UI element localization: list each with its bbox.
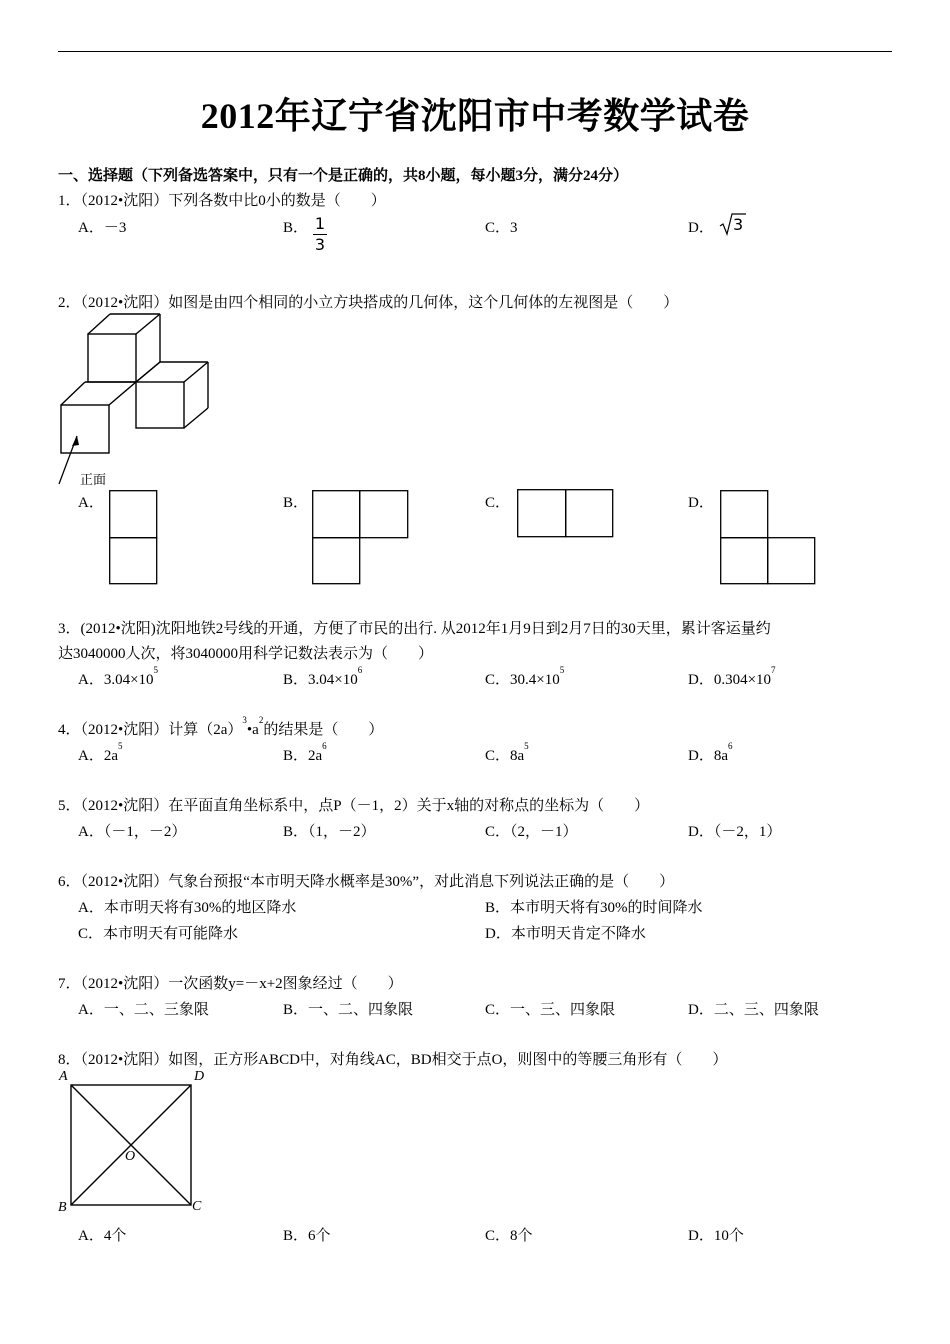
exponent: 5: [153, 665, 159, 675]
option-text: B．3.04×10: [283, 672, 358, 688]
question-4-option-d[interactable]: [688, 741, 733, 765]
question-6-option-c[interactable]: C．本市明天有可能降水: [78, 926, 239, 942]
stem-part: 的结果是（ ）: [263, 722, 384, 738]
option-b-view: [312, 490, 410, 586]
question-4-stem: [58, 715, 384, 739]
page-title: 2012年辽宁省沈阳市中考数学试卷: [200, 96, 750, 136]
vertex-label-b: B: [58, 1200, 67, 1215]
question-6-option-a[interactable]: A．本市明天将有30%的地区降水: [78, 900, 297, 916]
question-3-option-c[interactable]: [485, 665, 565, 689]
exponent: 6: [322, 741, 327, 751]
stem-part: 4．（2012•沈阳）计算（2a）: [58, 722, 243, 738]
question-7-option-d[interactable]: D．二、三、四象限: [688, 1002, 819, 1018]
center-label-o: O: [125, 1149, 136, 1164]
question-8-option-a[interactable]: A．4个: [78, 1228, 127, 1244]
question-4-option-b[interactable]: [283, 741, 327, 765]
question-2-stem: 2．（2012•沈阳）如图是由四个相同的小立方块搭成的几何体，这个几何体的左视图是（ ）: [58, 295, 679, 311]
option-text: D．8a: [688, 748, 728, 764]
fraction-denominator: 3: [314, 235, 326, 254]
vertex-label-c: C: [192, 1199, 202, 1214]
section-heading: 一、选择题（下列备选答案中，只有一个是正确的，共8小题，每小题3分，满分24分）: [58, 168, 629, 184]
exponent: 5: [524, 741, 529, 751]
question-3-option-d[interactable]: [688, 665, 776, 689]
exponent: 6: [728, 741, 733, 751]
option-text: C．8a: [485, 748, 525, 764]
question-6-stem: 6．（2012•沈阳）气象台预报“本市明天降水概率是30%”，对此消息下列说法正确的是（ ）: [58, 874, 675, 890]
question-5-option-b[interactable]: B．（1，－2）: [283, 824, 376, 840]
question-8-option-c[interactable]: C．8个: [485, 1228, 533, 1244]
question-1-stem: 1．（2012•沈阳）下列各数中比0小的数是（ ）: [58, 193, 386, 209]
question-8-stem: 8．（2012•沈阳）如图，正方形ABCD中，对角线AC，BD相交于点O，则图中的等腰三角形有（ ）: [58, 1052, 728, 1068]
question-1-option-b-label[interactable]: B．: [283, 220, 309, 236]
question-4-option-a[interactable]: [78, 741, 123, 765]
vertex-label-d: D: [194, 1069, 205, 1084]
question-5-stem: 5．（2012•沈阳）在平面直角坐标系中，点P（－1，2）关于x轴的对称点的坐标为（ ）: [58, 798, 650, 814]
question-1-option-d-label[interactable]: D．: [688, 220, 714, 236]
exponent: 2: [258, 715, 264, 725]
option-text: B．2a: [283, 748, 323, 764]
vertex-label-a: A: [59, 1069, 68, 1084]
question-4-option-c[interactable]: [485, 741, 529, 765]
question-3-stem-line2: 达3040000人次，将3040000用科学记数法表示为（ ）: [58, 646, 434, 662]
option-a-view: [109, 490, 159, 586]
question-3-option-b[interactable]: [283, 665, 363, 689]
option-text: A．3.04×10: [78, 672, 154, 688]
question-2-option-c[interactable]: C．: [485, 495, 511, 511]
exponent: 3: [242, 715, 247, 725]
option-text: C．30.4×10: [485, 672, 560, 688]
header-rule: [58, 51, 892, 52]
option-text: D．0.304×10: [688, 672, 772, 688]
question-3-option-a[interactable]: [78, 665, 159, 689]
option-c-view: [517, 489, 615, 539]
question-7-option-b[interactable]: B．一、二、四象限: [283, 1002, 414, 1018]
question-5-option-d[interactable]: D．（－2，1）: [688, 824, 782, 840]
question-7-option-a[interactable]: A．一、二、三象限: [78, 1002, 209, 1018]
question-6-option-b[interactable]: B．本市明天将有30%的时间降水: [485, 900, 703, 916]
stem-part: •a: [246, 722, 259, 738]
question-5-option-c[interactable]: C．（2，－1）: [485, 824, 578, 840]
question-7-stem: 7．（2012•沈阳）一次函数y=－x+2图象经过（ ）: [58, 976, 403, 992]
fraction-numerator: 1: [314, 214, 326, 233]
question-1-option-c[interactable]: C．3: [485, 220, 518, 236]
exponent: 6: [357, 665, 363, 675]
question-8-option-d[interactable]: D．10个: [688, 1228, 744, 1244]
exponent: 5: [118, 741, 123, 751]
question-2-option-a[interactable]: A．: [78, 495, 104, 511]
question-3-stem-line1: 3．(2012•沈阳)沈阳地铁2号线的开通，方便了市民的出行. 从2012年1月9日到2月7日的30天里，累计客运量约: [58, 621, 771, 637]
exponent: 5: [559, 665, 565, 675]
question-8-option-b[interactable]: B．6个: [283, 1228, 331, 1244]
front-label: 正面: [80, 473, 107, 488]
option-text: A．2a: [78, 748, 118, 764]
question-1-option-b-fraction: [313, 215, 327, 254]
question-2-option-d[interactable]: D．: [688, 495, 714, 511]
cube-solid-figure: [55, 312, 220, 492]
sqrt-radicand: 3: [733, 215, 744, 234]
question-1-option-a[interactable]: A．－3: [78, 220, 127, 236]
square-diagonals-figure: [55, 1068, 215, 1220]
question-2-option-b[interactable]: B．: [283, 495, 309, 511]
exponent: 7: [771, 665, 776, 675]
question-7-option-c[interactable]: C．一、三、四象限: [485, 1002, 616, 1018]
question-5-option-a[interactable]: A．（－1，－2）: [78, 824, 187, 840]
question-6-option-d[interactable]: D．本市明天肯定不降水: [485, 926, 646, 942]
option-d-view: [720, 490, 818, 586]
